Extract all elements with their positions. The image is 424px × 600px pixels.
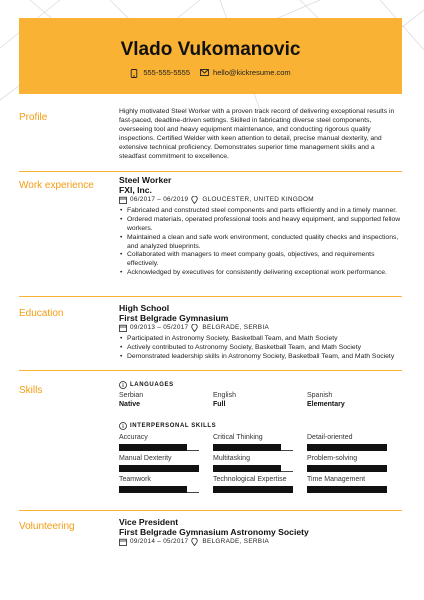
info-circle-icon: [119, 422, 127, 430]
skill-item: [213, 475, 307, 496]
phone-icon: [130, 69, 138, 77]
skill-level-bar: [213, 444, 293, 451]
skills-title: Skills: [19, 385, 43, 396]
education-dates: 09/2013 – 05/2017: [130, 324, 189, 331]
language-item: English Full: [213, 391, 236, 408]
skill-level-bar: [119, 486, 199, 493]
language-item: Serbian Native: [119, 391, 144, 408]
education-bullets: [119, 335, 402, 362]
skill-item: [307, 433, 401, 454]
envelope-icon: [200, 69, 208, 77]
job-meta: [119, 196, 402, 205]
location-pin-icon: [191, 324, 199, 332]
skill-item: [307, 475, 401, 496]
skill-level-bar: [307, 465, 387, 472]
location-pin-icon: [191, 196, 199, 204]
skill-name: Multitasking: [213, 454, 250, 462]
job-role: Steel Worker: [119, 175, 172, 185]
calendar-icon: [119, 324, 127, 332]
skill-level-bar: [119, 444, 199, 451]
education-title: Education: [19, 308, 64, 319]
section-divider: [19, 171, 402, 172]
skill-level-bar: [119, 465, 199, 472]
languages-heading: LANGUAGES: [119, 381, 402, 390]
skill-name: Teamwork: [119, 475, 151, 483]
skill-item: [119, 433, 213, 454]
job-bullets: [119, 207, 402, 278]
school: First Belgrade Gymnasium: [119, 312, 229, 323]
list-item: • Participated in Astronomy Society, Basketball Team, and Math Society: [119, 335, 402, 344]
candidate-name: Vlado Vukomanovic: [120, 39, 301, 60]
skill-name: Detail-oriented: [307, 433, 353, 441]
volunteering-entry: [119, 518, 402, 549]
skills-body: [119, 381, 402, 496]
skill-level-bar: [213, 486, 293, 493]
profile-section: [19, 93, 402, 173]
skill-item: [119, 475, 213, 496]
profile-text: Highly motivated Steel Worker with a proven track record of delivering exceptional results in fast-paced, deadline-driven settings. Skilled in fabricating diverse steel components, overseeing tool and heavy equipment maintenance, and conducting rigorous quality inspections. Certified Welder with keen attention to detail, precise manual dexterity, and extensive technical proficiency. Demonstrates superior time management skills and a steadfast commitment to excellence.: [119, 108, 395, 160]
list-item: • Maintained a clean and safe work environment, conducted quality checks and inspections, and analyzed blueprints.: [119, 234, 402, 252]
list-item: • Actively contributed to Astronomy Society, Basketball Team, and Math Society: [119, 344, 402, 353]
volunteer-meta: [119, 538, 402, 547]
email-text: hello@kickresume.com: [213, 68, 291, 77]
section-divider: [19, 296, 402, 297]
location-pin-icon: [191, 538, 199, 546]
job-location: GLOUCESTER, UNITED KINGDOM: [202, 196, 314, 203]
skill-item: [307, 454, 401, 475]
skill-level-fill: [119, 486, 187, 493]
skill-name: Technological Expertise: [213, 475, 287, 483]
contact-row: [19, 68, 402, 77]
volunteer-role: Vice President: [119, 517, 179, 527]
resume-header: [19, 18, 402, 93]
section-divider: [19, 510, 402, 511]
skill-item: [119, 454, 213, 475]
education-location: BELGRADE, SERBIA: [202, 324, 270, 331]
calendar-icon: [119, 538, 127, 546]
work-entry: [119, 176, 402, 278]
job-dates: 06/2017 – 06/2019: [130, 196, 189, 203]
skill-level-fill: [213, 444, 281, 451]
phone-contact[interactable]: [130, 68, 190, 77]
skill-level-fill: [213, 486, 293, 493]
profile-title: Profile: [19, 112, 48, 123]
skill-level-fill: [307, 444, 387, 451]
skill-item: [213, 454, 307, 475]
calendar-icon: [119, 196, 127, 204]
skill-level-bar: [307, 444, 387, 451]
skill-name: Critical Thinking: [213, 433, 263, 441]
skill-name: Manual Dexterity: [119, 454, 172, 462]
skill-name: Problem-solving: [307, 454, 358, 462]
skill-level-fill: [307, 486, 387, 493]
list-item: • Acknowledged by executives for consistently delivering exceptional work performance.: [119, 269, 402, 278]
skill-name: Accuracy: [119, 433, 148, 441]
work-title: Work experience: [19, 180, 94, 191]
list-item: • Fabricated and constructed steel components and parts efficiently and in a timely manner.: [119, 207, 402, 216]
email-contact[interactable]: [200, 68, 291, 77]
volunteer-dates: 09/2014 – 05/2017: [130, 538, 189, 545]
skills-section: [19, 370, 402, 510]
volunteer-org: First Belgrade Gymnasium Astronomy Society: [119, 526, 309, 537]
volunteering-section: [19, 510, 402, 570]
skill-level-fill: [213, 465, 281, 472]
job-company: FXI, Inc.: [119, 184, 152, 195]
interpersonal-heading: INTERPERSONAL SKILLS: [119, 422, 402, 431]
skill-level-fill: [119, 444, 187, 451]
phone-text: 555-555-5555: [143, 68, 191, 77]
section-divider: [19, 370, 402, 371]
volunteering-title: Volunteering: [19, 521, 75, 532]
education-entry: [119, 304, 402, 362]
interpersonal-grid: [119, 433, 402, 496]
work-section: [19, 171, 402, 291]
education-meta: [119, 324, 402, 333]
education-section: [19, 296, 402, 368]
languages-grid: [119, 392, 402, 410]
skill-name: Time Management: [307, 475, 366, 483]
degree: High School: [119, 303, 170, 313]
info-circle-icon: [119, 381, 127, 389]
skill-level-bar: [307, 486, 387, 493]
skill-item: [213, 433, 307, 454]
list-item: • Collaborated with managers to meet company goals, objectives, and requirements effectively.: [119, 251, 402, 269]
skill-level-fill: [307, 465, 387, 472]
language-item: Spanish Elementary: [307, 391, 345, 408]
section-divider: [19, 93, 402, 94]
skill-level-fill: [119, 465, 199, 472]
list-item: • Demonstrated leadership skills in Astronomy Society, Basketball Team, and Math Society: [119, 353, 402, 362]
volunteer-location: BELGRADE, SERBIA: [202, 538, 270, 545]
list-item: • Ordered materials, operated professional tools and heavy equipment, and supported fellow workers.: [119, 216, 402, 234]
skill-level-bar: [213, 465, 293, 472]
